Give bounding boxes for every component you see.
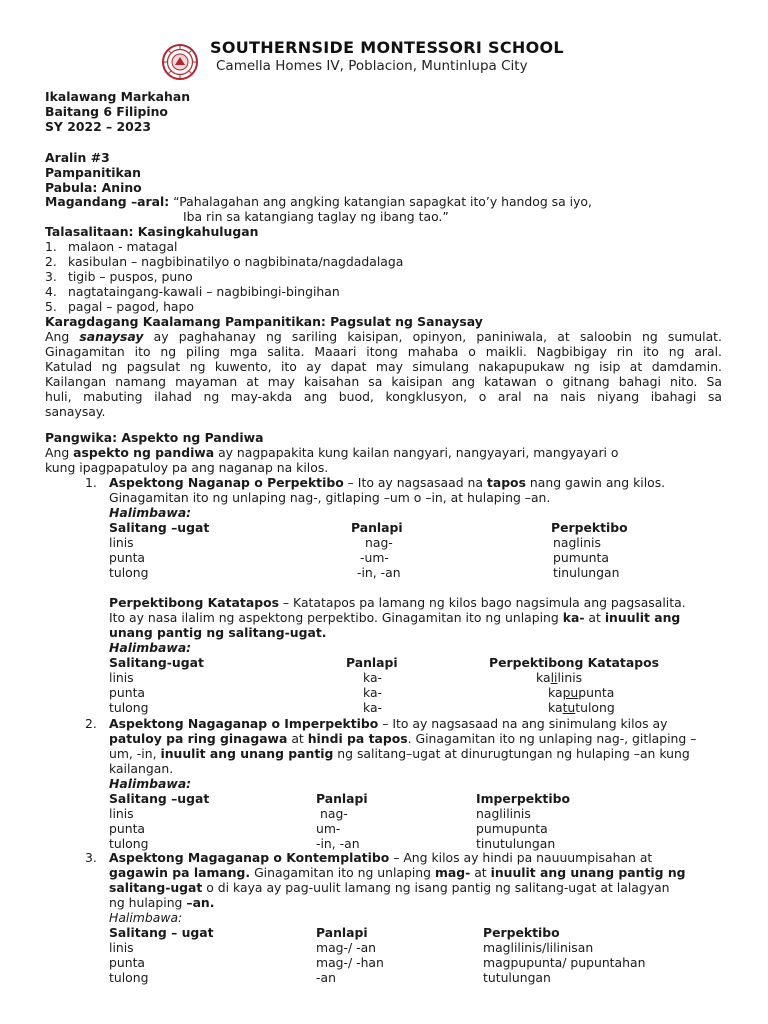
table-header: Perpektibo [483,925,560,940]
list-item [45,239,178,254]
term-salitang-ugat: salitang-ugat [109,880,203,895]
table-cell: tutulungan [483,970,551,985]
item-number: 1. [45,239,57,254]
table-cell: ka- [363,700,383,715]
grade: Baitang 6 Filipino [45,104,168,119]
text: . Ginagamitan ito ng unlaping nag-, gitlaping – [407,731,697,746]
text: at [287,731,308,746]
table-cell: tulong [109,970,149,985]
table-cell: tulong [109,700,149,715]
repeated-syllable: tu [562,700,576,715]
karagdagang-heading: Karagdagang Kaalamang Pampanitikan: Pagsulat ng Sanaysay [45,314,483,329]
paragraph-line: huli, mabuting ilahad ng may-akda ang buod, kongklusyon, o aral na nais niyang ibahagi sa [45,389,722,404]
aspect3-line2 [109,865,686,880]
table-cell [548,700,615,715]
table-header: Salitang –ugat [109,791,210,806]
table-cell: punta [109,821,146,836]
paragraph-line [45,329,722,344]
item-text: nagtataingang-kawali – nagbibingi-bingihan [68,284,340,299]
table-cell: ka- [363,685,383,700]
aspect1-halimbawa: Halimbawa: [109,505,192,520]
aspect1-number: 1. [85,475,97,490]
paragraph-line: Kailangan namang mayaman at may kaisahan sa kaisipan ang katawan o gitnang bahagi nito. Sa [45,374,722,389]
term-aspekto: aspekto ng pandiwa [73,445,215,460]
text: ng hulaping [109,895,187,910]
text: – Ito ay nagsasaad na [343,475,487,490]
table-cell: mag-/ -an [316,940,377,955]
table-cell: naglinis [553,535,601,550]
term-gagawin: gagawin pa lamang. [109,865,251,880]
aral-label: Magandang –aral: [45,194,170,209]
table-header: Salitang –ugat [109,520,210,535]
list-item [45,269,193,284]
aspect2-line4: kailangan. [109,761,174,776]
text: – Ang kilos ay hindi pa nauuumpisahan at [389,850,653,865]
lesson-number: Aralin #3 [45,150,110,165]
katatapos-line2 [109,610,680,625]
term-sanaysay: sanaysay [79,329,144,344]
table-cell: linis [109,535,134,550]
list-item [45,299,194,314]
item-number: 2. [45,254,57,269]
school-name: SOUTHERNSIDE MONTESSORI SCHOOL [210,38,564,57]
repeated-syllable: pu [562,685,579,700]
aspect3-number: 3. [85,850,97,865]
table-cell: mag-/ -han [316,955,384,970]
aspect3-title: Aspektong Magaganap o Kontemplatibo [109,850,390,865]
table-header: Perpektibo [551,520,628,535]
table-cell: linis [109,940,134,955]
table-cell: -um- [360,550,389,565]
aspect2-line2 [109,731,696,746]
lesson-category: Pampanitikan [45,165,141,180]
item-number: 4. [45,284,57,299]
katatapos-halimbawa: Halimbawa: [109,640,192,655]
item-text: malaon - matagal [68,239,178,254]
katatapos-line3: unang pantig ng salitang-ugat. [109,625,327,640]
table-cell: -in, -an [357,565,401,580]
table-cell: maglilinis/lilinisan [483,940,594,955]
paragraph-line: Ginagamitan ito ng piling mga salita. Maaari itong mahaba o maikli. Nagbibigay rin ito ng aral. [45,344,722,359]
term-mag: mag- [434,865,471,880]
term-an: –an. [186,895,215,910]
table-cell: um- [316,821,341,836]
table-cell: punta [109,550,146,565]
table-cell: magpupunta/ pupuntahan [483,955,646,970]
table-cell: nag- [320,806,348,821]
vocab-heading: Talasalitaan: Kasingkahulugan [45,224,259,239]
school-year: SY 2022 – 2023 [45,119,152,134]
table-cell: naglilinis [476,806,531,821]
school-header [0,38,768,78]
term-tapos: tapos [486,475,526,490]
aspect1-title: Aspektong Naganap o Perpektibo [109,475,344,490]
text: – Ito ay nagsasaad na ang sinimulang kilos ay [378,716,668,731]
table-cell: linis [109,806,134,821]
text: punta [578,685,615,700]
pangwika-heading: Pangwika: Aspekto ng Pandiwa [45,430,264,445]
aspect3-line3 [109,880,670,895]
text: – Katatapos pa lamang ng kilos bago nagsimula ang pagsasalita. [278,595,686,610]
pangwika-intro [45,445,619,460]
aspect1-desc [109,475,665,490]
text: ay paghahanay ng sariling kaisipan, opinyon, paniniwala, at saloobin ng sumulat. [143,329,722,344]
text: um, -in, [109,746,161,761]
table-header: Panlapi [346,655,398,670]
text: at [470,865,491,880]
table-cell: -an [316,970,336,985]
text: ay nagpapakita kung kailan nangyari, nangyayari, mangyayari o [214,445,619,460]
lesson-title: Pabula: Anino [45,180,142,195]
aspect3-desc [109,850,652,865]
item-number: 5. [45,299,57,314]
paragraph-line: sanaysay. [45,404,106,419]
table-cell: punta [109,955,146,970]
table-cell: pumupunta [476,821,548,836]
text: Ang [45,445,74,460]
table-cell: nag- [365,535,393,550]
aral-line1: “Pahalagahan ang angking katangian sapagkat ito’y handog sa iyo, [173,194,592,209]
table-header: Salitang – ugat [109,925,214,940]
table-header: Panlapi [351,520,403,535]
term-inuulit: inuulit ang unang pantig ng [490,865,686,880]
term-inuulit: inuulit ang unang pantig [160,746,334,761]
item-text: pagal – pagod, hapo [68,299,194,314]
table-cell: punta [109,685,146,700]
aspect2-line3 [109,746,690,761]
aspect2-halimbawa: Halimbawa: [109,776,192,791]
lesson-aral [45,194,592,209]
term-ka: ka- [562,610,585,625]
text: Ang [45,329,80,344]
table-cell: tulong [109,565,149,580]
repeated-syllable: li [550,670,558,685]
school-address: Camella Homes IV, Poblacion, Muntinlupa City [216,58,528,74]
text: tulong [575,700,615,715]
table-header: Panlapi [316,791,368,806]
table-cell [536,670,582,685]
table-header: Perpektibong Katatapos [489,655,659,670]
aspect2-desc [109,716,667,731]
text: linis [557,670,583,685]
quarter: Ikalawang Markahan [45,89,191,104]
table-cell: ka- [363,670,383,685]
text: nang gawin ang kilos. [525,475,666,490]
text: o di kaya ay pag-uulit lamang ng isang pantig ng salitang-ugat at lalagyan [202,880,670,895]
katatapos-desc [109,595,686,610]
term-patuloy: patuloy pa ring ginagawa [109,731,288,746]
text: Ito ay nasa ilalim ng aspektong perpektibo. Ginagamitan ito ng unlaping [109,610,563,625]
aspect2-number: 2. [85,716,97,731]
text: ka [548,685,563,700]
table-cell: linis [109,670,134,685]
item-number: 3. [45,269,57,284]
text: at [584,610,605,625]
item-text: kasibulan – nagbibinatilyo o nagbibinata/nagdadalaga [68,254,404,269]
aspect1-line2: Ginagamitan ito ng unlaping nag-, gitlaping –um o –in, at hulaping –an. [109,490,551,505]
term-inuulit: inuulit ang [604,610,681,625]
table-header: Salitang-ugat [109,655,204,670]
aspect3-halimbawa: Halimbawa: [109,910,183,925]
table-header: Panlapi [316,925,368,940]
table-header: Imperpektibo [476,791,570,806]
term-hindi-pa-tapos: hindi pa tapos [307,731,408,746]
school-logo-icon [162,44,198,80]
pangwika-intro-line2: kung ipagpapatuloy pa ang naganap na kilos. [45,460,329,475]
katatapos-title: Perpektibong Katatapos [109,595,279,610]
text: ka [548,700,563,715]
table-cell: pumunta [553,550,609,565]
table-cell: tulong [109,836,149,851]
item-text: tigib – puspos, puno [68,269,193,284]
table-cell: -in, -an [316,836,360,851]
text: ka [536,670,551,685]
paragraph-line: Katulad ng pagsulat ng kuwento, ito ay dapat may simulang nakapupukaw ng isip at damdamin. [45,359,722,374]
table-cell [548,685,614,700]
aral-line2: Iba rin sa katangiang taglay ng ibang tao.” [183,209,449,224]
aspect3-line4 [109,895,214,910]
table-cell: tinulungan [553,565,620,580]
aspect2-title: Aspektong Nagaganap o Imperpektibo [109,716,379,731]
list-item [45,254,404,269]
list-item [45,284,340,299]
table-cell: tinutulungan [476,836,556,851]
text: Ginagamitan ito ng unlaping [250,865,435,880]
text: ng salitang–ugat at dinurugtungan ng hulaping –an kung [333,746,690,761]
